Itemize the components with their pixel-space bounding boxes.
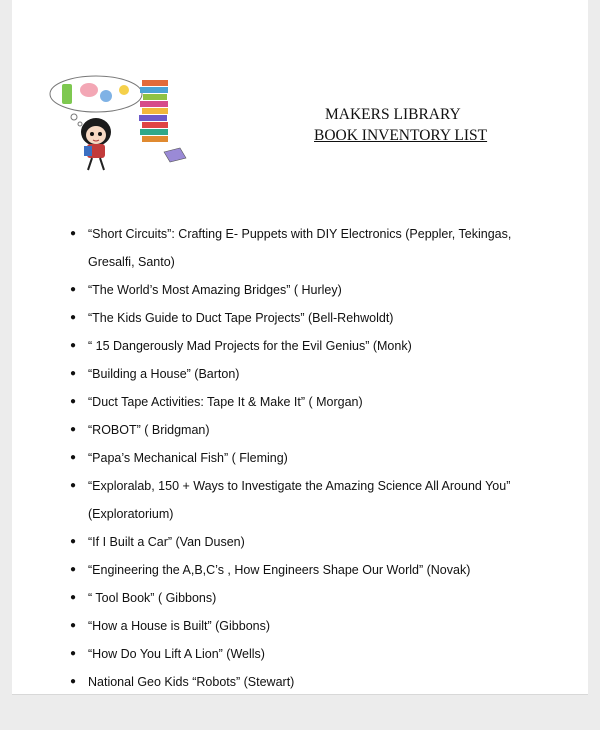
document-page bbox=[12, 0, 588, 695]
book-entry: “How a House is Built” (Gibbons) bbox=[88, 619, 271, 633]
bullet-icon: ● bbox=[70, 424, 77, 435]
book-entry: “Papa’s Mechanical Fish” ( Fleming) bbox=[88, 451, 288, 465]
bullet-icon: ● bbox=[70, 340, 77, 351]
list-item bbox=[70, 444, 550, 472]
title-line-1: MAKERS LIBRARY bbox=[325, 106, 461, 123]
list-item bbox=[70, 584, 550, 612]
book-entry: “The Kids Guide to Duct Tape Projects” (Bell-Rehwoldt) bbox=[88, 311, 394, 325]
bullet-icon: ● bbox=[70, 228, 77, 239]
book-list bbox=[70, 220, 550, 696]
book-entry: “Short Circuits”: Crafting E- Puppets with DIY Electronics (Peppler, Tekingas, Gresalfi, Santo) bbox=[88, 227, 512, 269]
bullet-icon: ● bbox=[70, 536, 77, 547]
list-item bbox=[70, 640, 550, 668]
bullet-icon: ● bbox=[70, 480, 77, 491]
list-item bbox=[70, 416, 550, 444]
book-entry: “If I Built a Car” (Van Dusen) bbox=[88, 535, 245, 549]
book-entry: “How Do You Lift A Lion” (Wells) bbox=[88, 647, 265, 661]
bullet-icon: ● bbox=[70, 284, 77, 295]
book-entry: “Exploralab, 150 + Ways to Investigate the Amazing Science All Around You” (Exploratorium) bbox=[88, 479, 511, 521]
list-item bbox=[70, 528, 550, 556]
list-item bbox=[70, 388, 550, 416]
book-entry: “ 15 Dangerously Mad Projects for the Evil Genius” (Monk) bbox=[88, 339, 412, 353]
bullet-icon: ● bbox=[70, 564, 77, 575]
title-line-2: BOOK INVENTORY LIST bbox=[314, 127, 488, 144]
list-item bbox=[70, 668, 550, 696]
bullet-icon: ● bbox=[70, 648, 77, 659]
book-entry: National Geo Kids “Robots” (Stewart) bbox=[88, 675, 295, 689]
girl-reading-books-illustration bbox=[44, 72, 194, 172]
list-item bbox=[70, 276, 550, 304]
bullet-icon: ● bbox=[70, 312, 77, 323]
bullet-icon: ● bbox=[70, 396, 77, 407]
bullet-icon: ● bbox=[70, 620, 77, 631]
list-item bbox=[70, 332, 550, 360]
list-item bbox=[70, 360, 550, 388]
list-item bbox=[70, 220, 550, 276]
book-entry: “Building a House” (Barton) bbox=[88, 367, 240, 381]
bullet-icon: ● bbox=[70, 452, 77, 463]
list-item bbox=[70, 612, 550, 640]
bullet-icon: ● bbox=[70, 676, 77, 687]
list-item bbox=[70, 472, 550, 528]
book-entry: “ROBOT” ( Bridgman) bbox=[88, 423, 210, 437]
book-entry: “Duct Tape Activities: Tape It & Make It” ( Morgan) bbox=[88, 395, 363, 409]
list-item bbox=[70, 556, 550, 584]
book-entry: “Engineering the A,B,C’s , How Engineers Shape Our World” (Novak) bbox=[88, 563, 471, 577]
bullet-icon: ● bbox=[70, 368, 77, 379]
bullet-icon: ● bbox=[70, 592, 77, 603]
document-title bbox=[292, 104, 492, 146]
book-entry: “ Tool Book” ( Gibbons) bbox=[88, 591, 217, 605]
list-item bbox=[70, 304, 550, 332]
book-entry: “The World’s Most Amazing Bridges” ( Hurley) bbox=[88, 283, 342, 297]
